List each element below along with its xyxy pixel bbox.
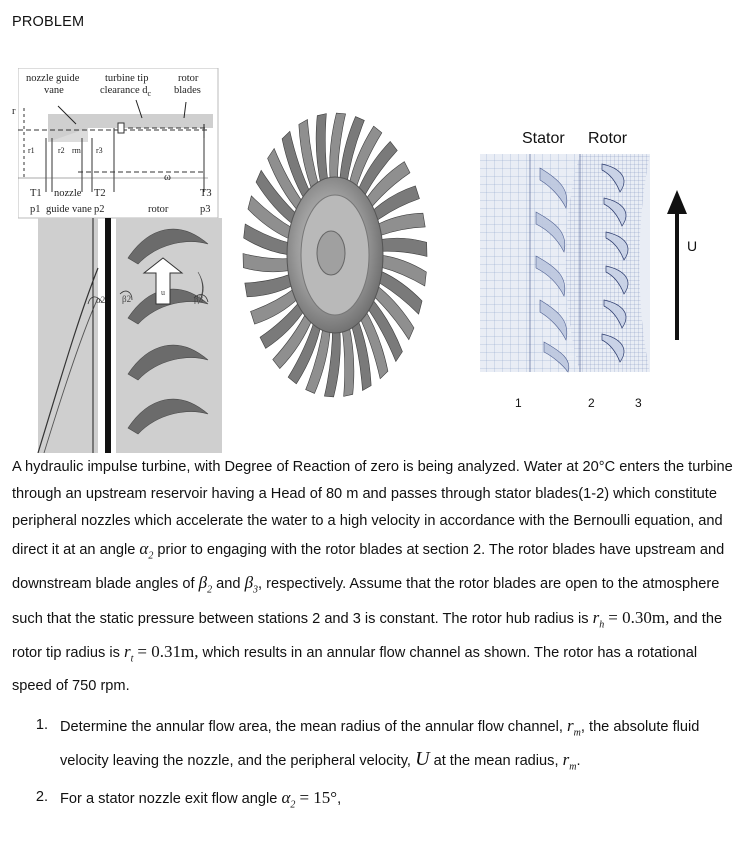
stator-rotor-mesh-drawing [470, 120, 710, 420]
label-guide-vane: guide vane [46, 204, 92, 215]
turbine-wheel-photo [235, 105, 435, 405]
station-3-label: 3 [635, 396, 642, 410]
label-r-axis: r [12, 106, 16, 117]
turbine-schematic-drawing [18, 68, 222, 453]
alpha2-symbol: $\alpha_2$ [139, 539, 154, 562]
label-p2: p2 [94, 204, 105, 215]
label-r2: r2 [58, 146, 65, 155]
label-beta3: β3 [194, 294, 204, 304]
label-r3: r3 [96, 146, 103, 155]
hub-radius-value: = 0.30m, [608, 607, 670, 627]
label-vane: vane [44, 85, 64, 96]
stator-label: Stator [522, 130, 565, 147]
label-rm: rm [72, 146, 81, 155]
rotor-label: Rotor [588, 130, 628, 147]
label-p1: p1 [30, 204, 41, 215]
hub-radius-symbol: $r_h$ [592, 607, 605, 631]
u-velocity-label: U [687, 238, 698, 254]
label-turbine-tip: turbine tip [105, 73, 149, 84]
label-T2: T2 [94, 188, 106, 199]
wheel-blade [243, 254, 292, 272]
label-blades: blades [174, 85, 201, 96]
station-1-label: 1 [515, 396, 522, 410]
label-T1: T1 [30, 188, 42, 199]
label-beta2: β2 [122, 294, 132, 304]
label-omega: ω [164, 172, 171, 183]
wheel-blade [342, 323, 354, 396]
label-rotor-bottom: rotor [148, 204, 169, 215]
label-nozzle-guide: nozzle guide [26, 73, 80, 84]
turbine-schematic-figure [12, 68, 222, 453]
stator-rotor-figure [470, 120, 710, 420]
station-2-label: 2 [588, 396, 595, 410]
wheel-blade [378, 238, 427, 256]
question-2: 2. For a stator nozzle exit flow angle $\alpha_2 = 15^\circ$, [35, 787, 342, 811]
question-1: 1. Determine the annular flow area, the mean radius of the annular flow channel, $r_m$, the absolute fluid velocity leaving the nozzle, and the peripheral velocity, U at the mean radius, $r_m$. [35, 716, 700, 773]
label-nozzle: nozzle [54, 188, 82, 199]
label-T3: T3 [200, 188, 212, 199]
tip-radius-symbol: $r_t$ [123, 642, 134, 665]
label-rotor-top: rotor [178, 73, 199, 84]
label-alpha2: α2 [96, 295, 106, 305]
turbine-wheel-drawing [235, 105, 435, 405]
question-list [12, 712, 740, 821]
beta3-symbol: $\beta_3$ [244, 573, 259, 596]
beta2-symbol: $\beta_2$ [198, 573, 213, 596]
label-p3: p3 [200, 204, 211, 215]
label-r1: r1 [28, 146, 35, 155]
label-u-arrow: u [161, 288, 165, 297]
problem-heading: PROBLEM [12, 14, 85, 30]
tip-radius-value: = 0.31m, [137, 642, 199, 662]
label-clearance: clearance $d_c$ [100, 85, 152, 99]
problem-statement: A hydraulic impulse turbine, with Degree of Reaction of zero is being analyzed. Water at 20°C enters the turbine through an upstream reservoir having a Head of 80 m and passes through stator blades(1-2) which constitute peripheral nozzles which accelerate the water to a high velocity in accordance with the Bernoulli equation, and direct it at an angle $\alpha_2$ prior to engaging with the rotor blades at section 2. The rotor blades have upstream and downstream blade angles of $\beta_2$ and $\beta_3$, respectively. Assume that the rotor blades are open to the atmosphere such that the static pressure between stations 2 and 3 is constant. The rotor hub radius is $r_h = 0.30m$, and the rotor tip radius is $r_t = 0.31m$, which results in an annular flow channel as shown. The rotor has a rotational speed of 750 rpm. [12, 459, 733, 694]
wheel-blade [316, 114, 328, 187]
